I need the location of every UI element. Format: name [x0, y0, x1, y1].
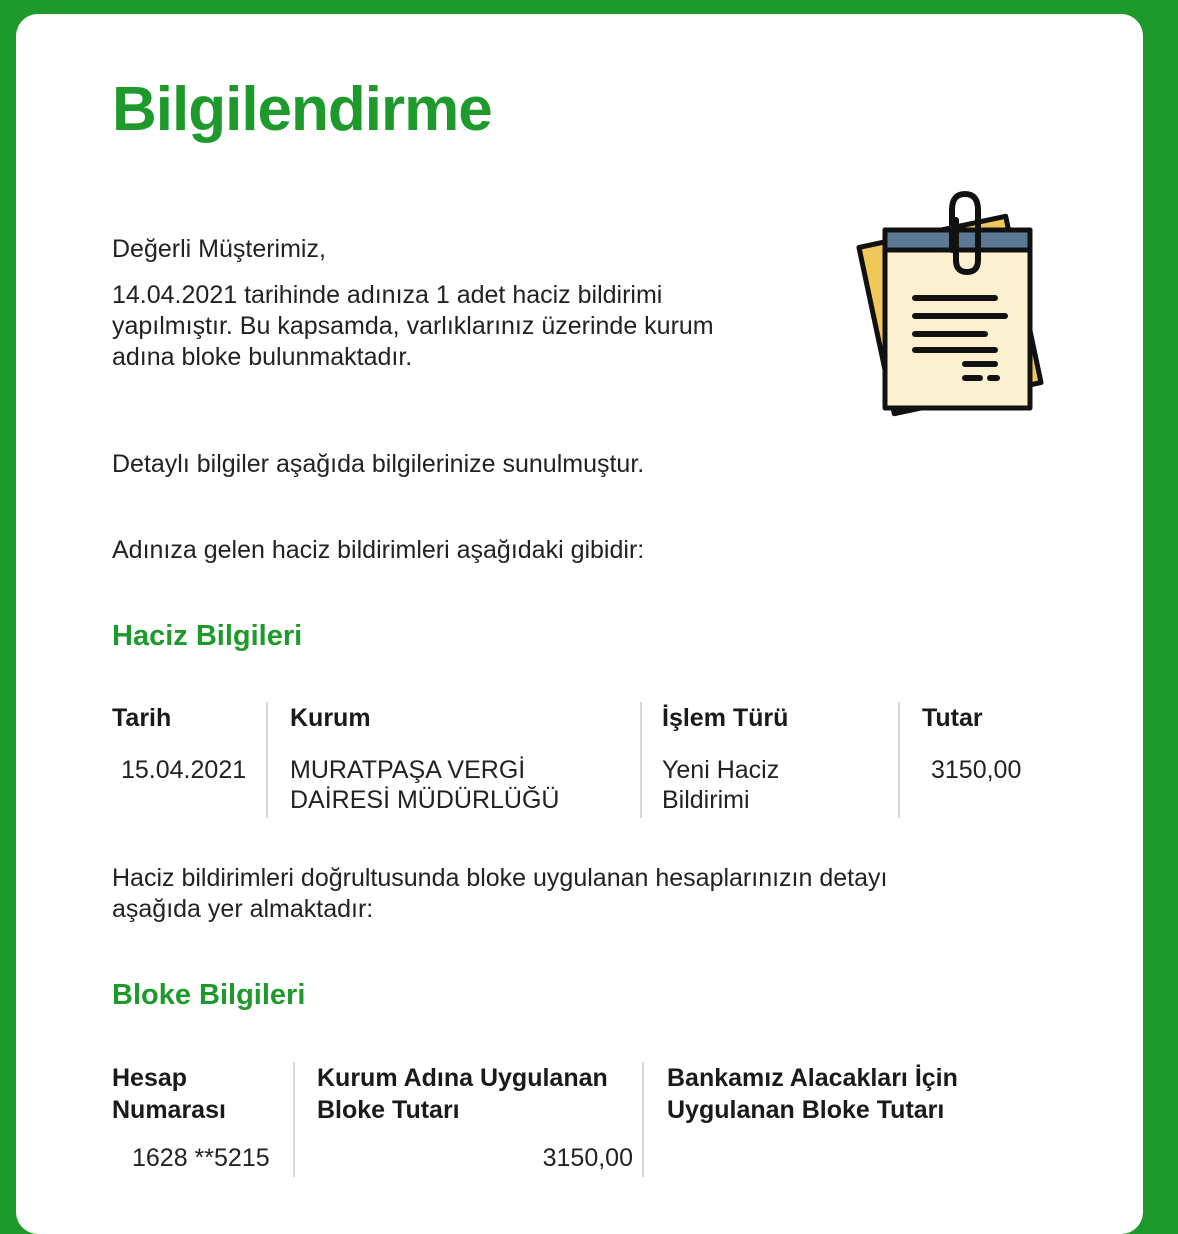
greeting: Değerli Müşterimiz, — [112, 235, 326, 263]
cell-institution — [290, 755, 559, 815]
block-note-line: Haciz bildirimleri doğrultusunda bloke uygulanan hesaplarınızın detayı — [112, 864, 888, 892]
clipboard-notes-icon — [840, 180, 1050, 430]
page-title: Bilgilendirme — [112, 75, 492, 144]
header-amount: Tutar — [922, 704, 983, 732]
cell-transaction-type — [662, 755, 779, 815]
bloke-section-title: Bloke Bilgileri — [112, 979, 306, 1011]
column-divider — [293, 1062, 295, 1177]
header-institution: Kurum — [290, 704, 371, 732]
header-line: Numarası — [112, 1096, 226, 1124]
header-date: Tarih — [112, 704, 172, 732]
block-note-line: aşağıda yer almaktadır: — [112, 895, 374, 923]
header-institution-block-amount — [317, 1062, 608, 1126]
cell-line: DAİRESİ MÜDÜRLÜĞÜ — [290, 786, 560, 814]
cell-amount: 3150,00 — [931, 756, 1022, 784]
cell-line: Yeni Haciz — [662, 756, 780, 784]
header-line: Uygulanan Bloke Tutarı — [667, 1096, 945, 1124]
header-line: Kurum Adına Uygulanan — [317, 1064, 608, 1092]
header-bank-block-amount — [667, 1062, 958, 1126]
cell-line: Bildirimi — [662, 786, 750, 814]
cell-account-number: 1628 **5215 — [132, 1144, 270, 1172]
cell-date: 15.04.2021 — [121, 756, 247, 784]
header-line: Bloke Tutarı — [317, 1096, 460, 1124]
details-note: Detaylı bilgiler aşağıda bilgilerinize sunulmuştur. — [112, 450, 645, 478]
column-divider — [898, 702, 900, 818]
header-line: Bankamız Alacakları İçin — [667, 1064, 958, 1092]
column-divider — [640, 702, 642, 818]
header-account-number — [112, 1062, 226, 1126]
block-note — [112, 863, 887, 925]
cell-institution-block-amount: 3150,00 — [542, 1144, 633, 1172]
header-line: Hesap — [112, 1064, 188, 1092]
intro-text — [112, 280, 714, 373]
column-divider — [642, 1062, 644, 1177]
intro-line: yapılmıştır. Bu kapsamda, varlıklarınız üzerinde kurum — [112, 312, 714, 340]
list-intro: Adınıza gelen haciz bildirimleri aşağıdaki gibidir: — [112, 536, 645, 564]
header-transaction-type: İşlem Türü — [662, 704, 789, 732]
intro-line: 14.04.2021 tarihinde adınıza 1 adet haciz bildirimi — [112, 281, 663, 309]
haciz-section-title: Haciz Bilgileri — [112, 620, 303, 652]
intro-line: adına bloke bulunmaktadır. — [112, 343, 413, 371]
column-divider — [266, 702, 268, 818]
cell-line: MURATPAŞA VERGİ — [290, 756, 526, 784]
